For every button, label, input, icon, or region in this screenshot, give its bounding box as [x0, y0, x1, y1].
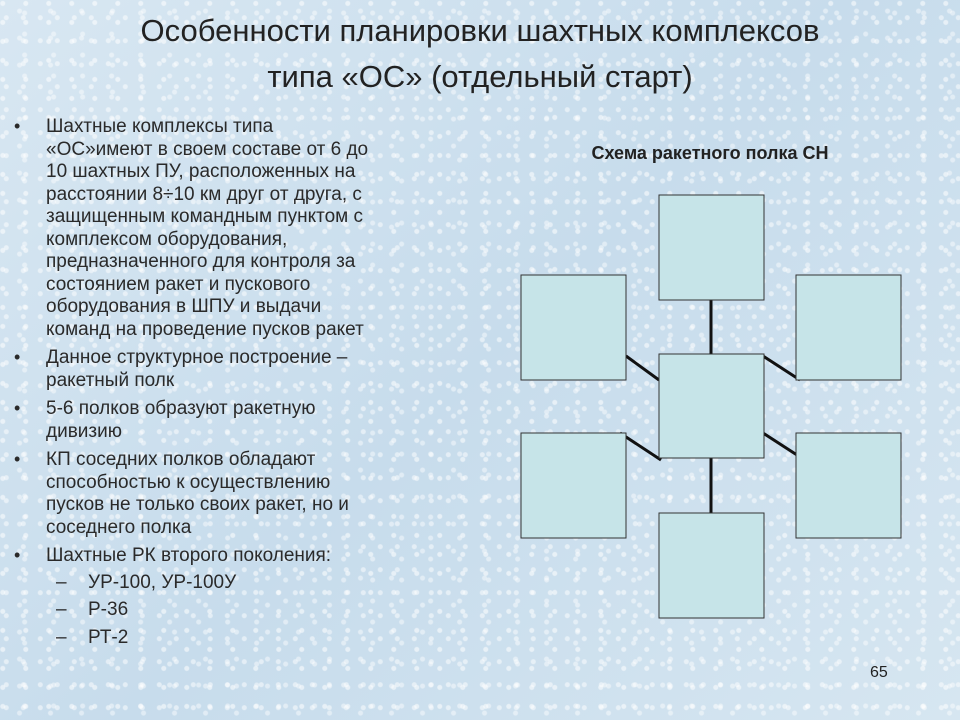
- bullet-line: «ОС»имеют в своем составе от 6 до: [46, 138, 369, 160]
- bullet-marker: •: [14, 116, 21, 136]
- sub-item-text: УР-100, УР-100У: [88, 571, 237, 593]
- sub-item-text: РТ-2: [88, 626, 129, 648]
- bullet-line: расстоянии 8÷10 км друг от друга, с: [46, 183, 362, 205]
- bullet-line: ракетный полк: [46, 369, 175, 391]
- connector-upper-left: [626, 356, 659, 380]
- dash-marker: –: [56, 599, 67, 620]
- bullet-line: 10 шахтных ПУ, расположенных на: [46, 161, 356, 182]
- launcher-box-lower-right: [796, 433, 901, 538]
- connector-upper-right: [763, 356, 800, 380]
- bullet-line: оборудования в ШПУ и выдачи: [46, 296, 322, 317]
- dash-marker: –: [56, 571, 67, 593]
- bullet-line: комплексом оборудования,: [46, 228, 288, 250]
- bullet-marker: •: [14, 347, 21, 367]
- launcher-box-top: [659, 195, 764, 300]
- page-number: 65: [870, 664, 888, 681]
- sub-item-text: Р-36: [88, 599, 129, 620]
- bullet-line: состоянием ракет и пускового: [46, 273, 311, 295]
- connector-lower-right: [763, 433, 797, 455]
- bullet-line: защищенным командным пунктом с: [46, 206, 363, 227]
- title-line-1: Особенности планировки шахтных комплексов: [140, 13, 820, 48]
- diagram-caption: Схема ракетного полка СН: [591, 143, 829, 163]
- bullet-line: КП соседних полков обладают: [46, 449, 316, 470]
- title-line-2: типа «ОС» (отдельный старт): [267, 59, 693, 94]
- launcher-box-upper-left: [521, 275, 626, 380]
- bullet-marker: •: [14, 398, 21, 418]
- bullet-line: пусков не только своих ракет, но и: [46, 494, 349, 515]
- launcher-box-lower-left: [521, 433, 626, 538]
- bullet-line: Шахтные комплексы типа: [46, 116, 274, 137]
- dash-marker: –: [56, 626, 67, 648]
- bullet-line: Шахтные РК второго поколения:: [46, 545, 332, 566]
- bullet-line: предназначенного для контроля за: [46, 251, 356, 272]
- bullet-line: команд на проведение пусков ракет: [46, 318, 364, 340]
- bullet-line: соседнего полка: [46, 516, 192, 538]
- bullet-line: 5-6 полков образуют ракетную: [46, 398, 316, 419]
- bullet-line: способностью к осуществлению: [46, 471, 331, 493]
- launcher-box-bottom: [659, 513, 764, 618]
- bullet-marker: •: [14, 545, 21, 565]
- bullet-line: дивизию: [46, 420, 122, 442]
- bullet-line: Данное структурное построение –: [46, 347, 348, 368]
- bullet-marker: •: [14, 449, 21, 469]
- launcher-box-upper-right: [796, 275, 901, 380]
- command-post-box: [659, 354, 764, 458]
